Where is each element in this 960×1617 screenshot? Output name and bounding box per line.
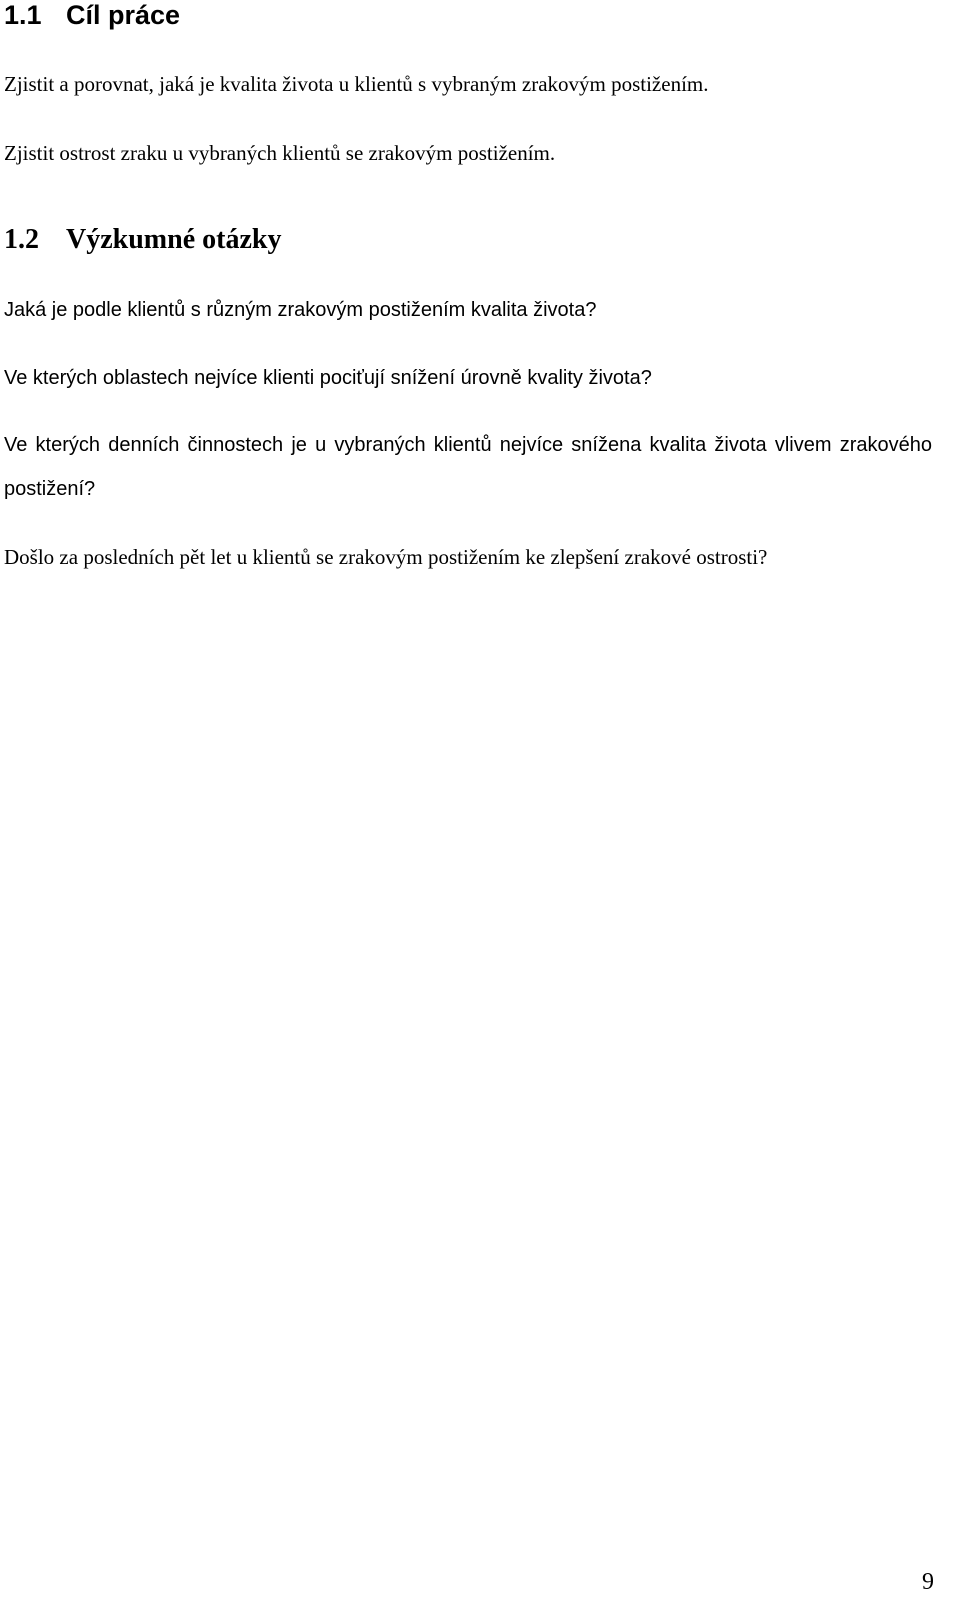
page-number: 9 <box>922 1569 934 1595</box>
section-number: 1.1 <box>4 0 42 30</box>
section-heading-research-questions <box>4 224 281 256</box>
section-heading-goal <box>4 0 180 30</box>
research-question-4: Došlo za posledních pět let u klientů se zrakovým postižením ke zlepšení zrakové ostrosti? <box>4 545 768 569</box>
research-question-1: Jaká je podle klientů s různým zrakovým postižením kvalita života? <box>4 299 597 321</box>
section-number: 1.2 <box>4 224 39 255</box>
research-question-2: Ve kterých oblastech nejvíce klienti pociťují snížení úrovně kvality života? <box>4 367 652 389</box>
research-question-3: Ve kterých denních činnostech je u vybraných klientů nejvíce snížena kvalita života vlivem zrakového postižení? <box>4 434 932 500</box>
goal-paragraph-2: Zjistit ostrost zraku u vybraných klientů se zrakovým postižením. <box>4 141 556 165</box>
goal-paragraph-1: Zjistit a porovnat, jaká je kvalita života u klientů s vybraným zrakovým postižením. <box>4 72 709 96</box>
section-title: Výzkumné otázky <box>66 224 282 255</box>
section-title: Cíl práce <box>66 0 181 30</box>
